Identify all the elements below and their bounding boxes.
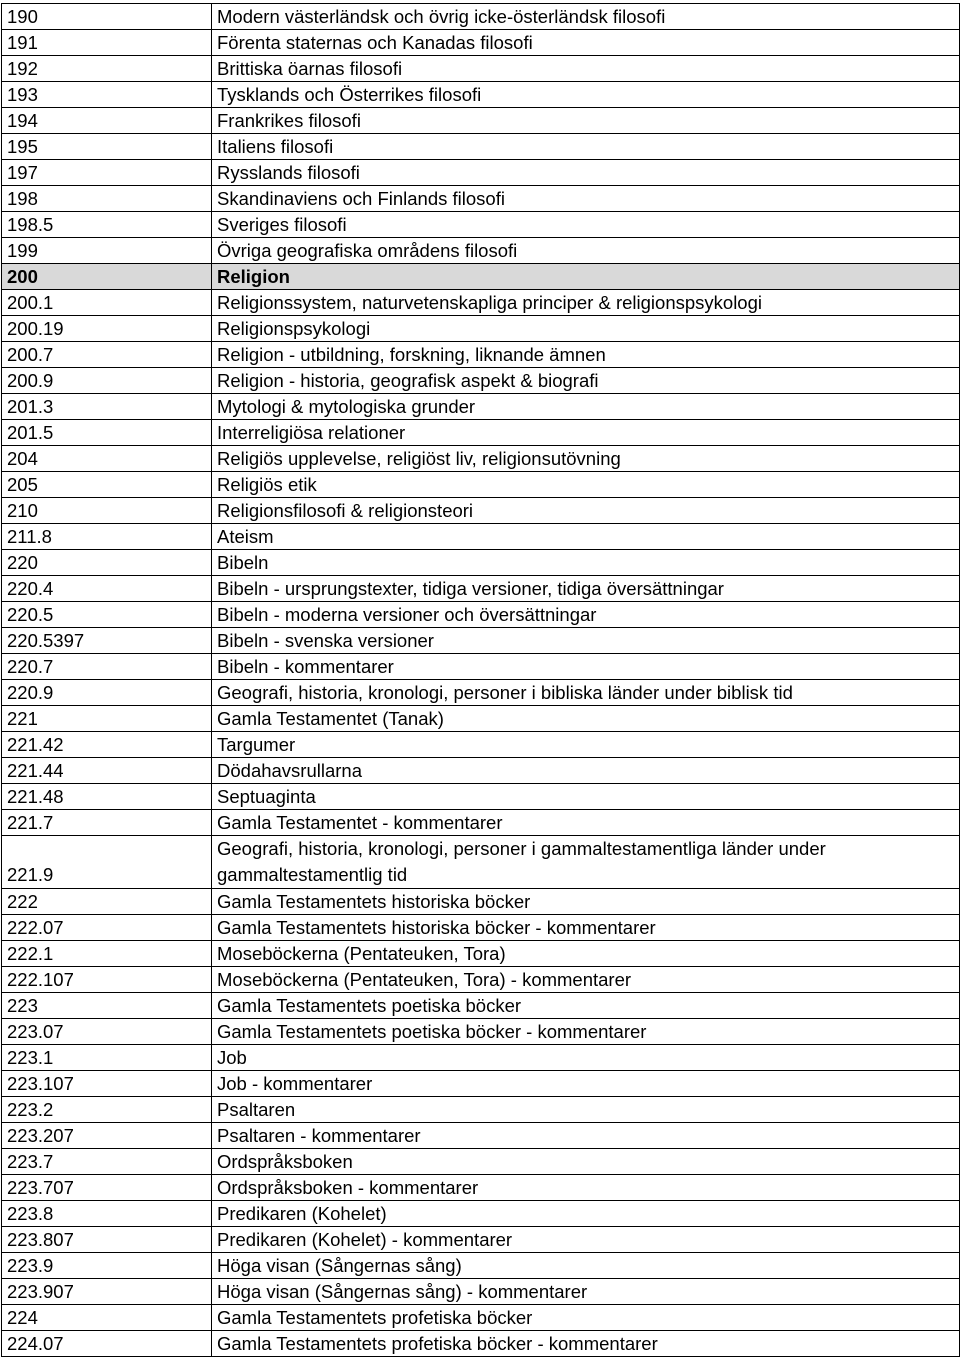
table-row <box>2 524 960 550</box>
table-row <box>2 706 960 732</box>
table-row <box>2 1097 960 1123</box>
table-row <box>2 368 960 394</box>
classification-code: 222 <box>2 889 212 915</box>
classification-code: 190 <box>2 4 212 30</box>
classification-title: Ateism <box>212 524 960 550</box>
table-row <box>2 316 960 342</box>
classification-code: 221.7 <box>2 810 212 836</box>
classification-title: Religion - utbildning, forskning, liknande ämnen <box>212 342 960 368</box>
classification-title: Religionsfilosofi & religionsteori <box>212 498 960 524</box>
table-row <box>2 758 960 784</box>
table-row <box>2 134 960 160</box>
table-row <box>2 1331 960 1357</box>
table-row <box>2 238 960 264</box>
classification-title: Religion <box>212 264 960 290</box>
table-row <box>2 810 960 836</box>
classification-code: 220.5397 <box>2 628 212 654</box>
classification-code: 201.3 <box>2 394 212 420</box>
classification-code: 198 <box>2 186 212 212</box>
classification-title: Gamla Testamentets poetiska böcker - kommentarer <box>212 1019 960 1045</box>
classification-title: Gamla Testamentet - kommentarer <box>212 810 960 836</box>
classification-title: Religiös upplevelse, religiöst liv, religionsutövning <box>212 446 960 472</box>
classification-title: Psaltaren - kommentarer <box>212 1123 960 1149</box>
classification-code: 223.8 <box>2 1201 212 1227</box>
classification-title: Moseböckerna (Pentateuken, Tora) <box>212 941 960 967</box>
table-row <box>2 993 960 1019</box>
table-row <box>2 212 960 238</box>
classification-code: 220.5 <box>2 602 212 628</box>
classification-title: Religionssystem, naturvetenskapliga principer & religionspsykologi <box>212 290 960 316</box>
classification-title: Religiös etik <box>212 472 960 498</box>
classification-title: Skandinaviens och Finlands filosofi <box>212 186 960 212</box>
classification-title: Höga visan (Sångernas sång) <box>212 1253 960 1279</box>
classification-title: Bibeln - moderna versioner och översättningar <box>212 602 960 628</box>
classification-title: Höga visan (Sångernas sång) - kommentarer <box>212 1279 960 1305</box>
classification-code: 211.8 <box>2 524 212 550</box>
table-row <box>2 576 960 602</box>
table-row <box>2 30 960 56</box>
table-row <box>2 732 960 758</box>
classification-code: 221.48 <box>2 784 212 810</box>
classification-title: Tysklands och Österrikes filosofi <box>212 82 960 108</box>
table-row-heading <box>2 264 960 290</box>
table-row <box>2 446 960 472</box>
classification-title: Geografi, historia, kronologi, personer i gammaltestamentliga länder under gammaltestamentlig tid <box>212 836 960 889</box>
classification-title: Frankrikes filosofi <box>212 108 960 134</box>
table-row <box>2 1253 960 1279</box>
table-row <box>2 290 960 316</box>
classification-code: 200 <box>2 264 212 290</box>
classification-title: Modern västerländsk och övrig icke-österländsk filosofi <box>212 4 960 30</box>
table-row <box>2 1149 960 1175</box>
classification-title: Targumer <box>212 732 960 758</box>
table-row <box>2 160 960 186</box>
classification-code: 223.907 <box>2 1279 212 1305</box>
table-row <box>2 784 960 810</box>
classification-code: 220.7 <box>2 654 212 680</box>
classification-title: Job <box>212 1045 960 1071</box>
table-row <box>2 1201 960 1227</box>
table-row <box>2 836 960 889</box>
classification-code: 221 <box>2 706 212 732</box>
classification-code: 201.5 <box>2 420 212 446</box>
table-row <box>2 56 960 82</box>
classification-title: Bibeln <box>212 550 960 576</box>
classification-code: 220 <box>2 550 212 576</box>
classification-code: 220.9 <box>2 680 212 706</box>
classification-title: Övriga geografiska områdens filosofi <box>212 238 960 264</box>
table-row <box>2 108 960 134</box>
classification-title: Ordspråksboken <box>212 1149 960 1175</box>
classification-code: 191 <box>2 30 212 56</box>
table-row <box>2 941 960 967</box>
table-row <box>2 967 960 993</box>
classification-title: Förenta staternas och Kanadas filosofi <box>212 30 960 56</box>
table-row <box>2 82 960 108</box>
classification-title: Bibeln - svenska versioner <box>212 628 960 654</box>
classification-title: Septuaginta <box>212 784 960 810</box>
classification-code: 223.207 <box>2 1123 212 1149</box>
table-row <box>2 186 960 212</box>
classification-code: 197 <box>2 160 212 186</box>
classification-title: Bibeln - kommentarer <box>212 654 960 680</box>
classification-code: 192 <box>2 56 212 82</box>
table-row <box>2 602 960 628</box>
classification-title: Geografi, historia, kronologi, personer i bibliska länder under biblisk tid <box>212 680 960 706</box>
classification-code: 223.2 <box>2 1097 212 1123</box>
classification-code: 223.07 <box>2 1019 212 1045</box>
classification-title: Mytologi & mytologiska grunder <box>212 394 960 420</box>
classification-code: 223.1 <box>2 1045 212 1071</box>
classification-code: 224.07 <box>2 1331 212 1357</box>
table-row <box>2 1019 960 1045</box>
classification-code: 204 <box>2 446 212 472</box>
table-row <box>2 628 960 654</box>
classification-title: Predikaren (Kohelet) - kommentarer <box>212 1227 960 1253</box>
table-row <box>2 654 960 680</box>
classification-code: 210 <box>2 498 212 524</box>
classification-code: 222.1 <box>2 941 212 967</box>
classification-title: Religionspsykologi <box>212 316 960 342</box>
table-row <box>2 680 960 706</box>
classification-title: Bibeln - ursprungstexter, tidiga versioner, tidiga översättningar <box>212 576 960 602</box>
classification-code: 221.42 <box>2 732 212 758</box>
table-row <box>2 1071 960 1097</box>
classification-title: Gamla Testamentets historiska böcker - kommentarer <box>212 915 960 941</box>
classification-title: Rysslands filosofi <box>212 160 960 186</box>
table-row <box>2 420 960 446</box>
classification-code: 223 <box>2 993 212 1019</box>
classification-title: Psaltaren <box>212 1097 960 1123</box>
table-row <box>2 550 960 576</box>
classification-table <box>1 3 960 1357</box>
classification-code: 220.4 <box>2 576 212 602</box>
table-body <box>2 4 960 1357</box>
classification-code: 199 <box>2 238 212 264</box>
classification-title: Gamla Testamentets historiska böcker <box>212 889 960 915</box>
classification-code: 221.9 <box>2 836 212 889</box>
classification-title: Dödahavsrullarna <box>212 758 960 784</box>
table-row <box>2 1279 960 1305</box>
classification-title: Brittiska öarnas filosofi <box>212 56 960 82</box>
classification-title: Interreligiösa relationer <box>212 420 960 446</box>
table-row <box>2 1305 960 1331</box>
classification-code: 222.07 <box>2 915 212 941</box>
classification-title: Gamla Testamentets profetiska böcker <box>212 1305 960 1331</box>
classification-code: 222.107 <box>2 967 212 993</box>
classification-code: 224 <box>2 1305 212 1331</box>
classification-code: 193 <box>2 82 212 108</box>
classification-code: 198.5 <box>2 212 212 238</box>
classification-code: 223.7 <box>2 1149 212 1175</box>
table-row <box>2 889 960 915</box>
classification-title: Ordspråksboken - kommentarer <box>212 1175 960 1201</box>
classification-code: 205 <box>2 472 212 498</box>
classification-code: 223.9 <box>2 1253 212 1279</box>
classification-title: Gamla Testamentets profetiska böcker - kommentarer <box>212 1331 960 1357</box>
classification-code: 223.707 <box>2 1175 212 1201</box>
classification-code: 221.44 <box>2 758 212 784</box>
table-row <box>2 1123 960 1149</box>
classification-title: Religion - historia, geografisk aspekt & biografi <box>212 368 960 394</box>
classification-title: Gamla Testamentet (Tanak) <box>212 706 960 732</box>
classification-code: 223.107 <box>2 1071 212 1097</box>
classification-code: 200.7 <box>2 342 212 368</box>
classification-code: 223.807 <box>2 1227 212 1253</box>
table-row <box>2 342 960 368</box>
classification-title: Moseböckerna (Pentateuken, Tora) - kommentarer <box>212 967 960 993</box>
classification-title: Job - kommentarer <box>212 1071 960 1097</box>
table-row <box>2 1175 960 1201</box>
classification-title: Italiens filosofi <box>212 134 960 160</box>
classification-code: 194 <box>2 108 212 134</box>
table-row <box>2 1227 960 1253</box>
table-row <box>2 498 960 524</box>
classification-title: Predikaren (Kohelet) <box>212 1201 960 1227</box>
table-row <box>2 915 960 941</box>
table-row <box>2 394 960 420</box>
classification-code: 200.9 <box>2 368 212 394</box>
classification-code: 195 <box>2 134 212 160</box>
table-row <box>2 4 960 30</box>
classification-title: Sveriges filosofi <box>212 212 960 238</box>
classification-code: 200.1 <box>2 290 212 316</box>
table-row <box>2 1045 960 1071</box>
classification-code: 200.19 <box>2 316 212 342</box>
classification-title: Gamla Testamentets poetiska böcker <box>212 993 960 1019</box>
table-row <box>2 472 960 498</box>
